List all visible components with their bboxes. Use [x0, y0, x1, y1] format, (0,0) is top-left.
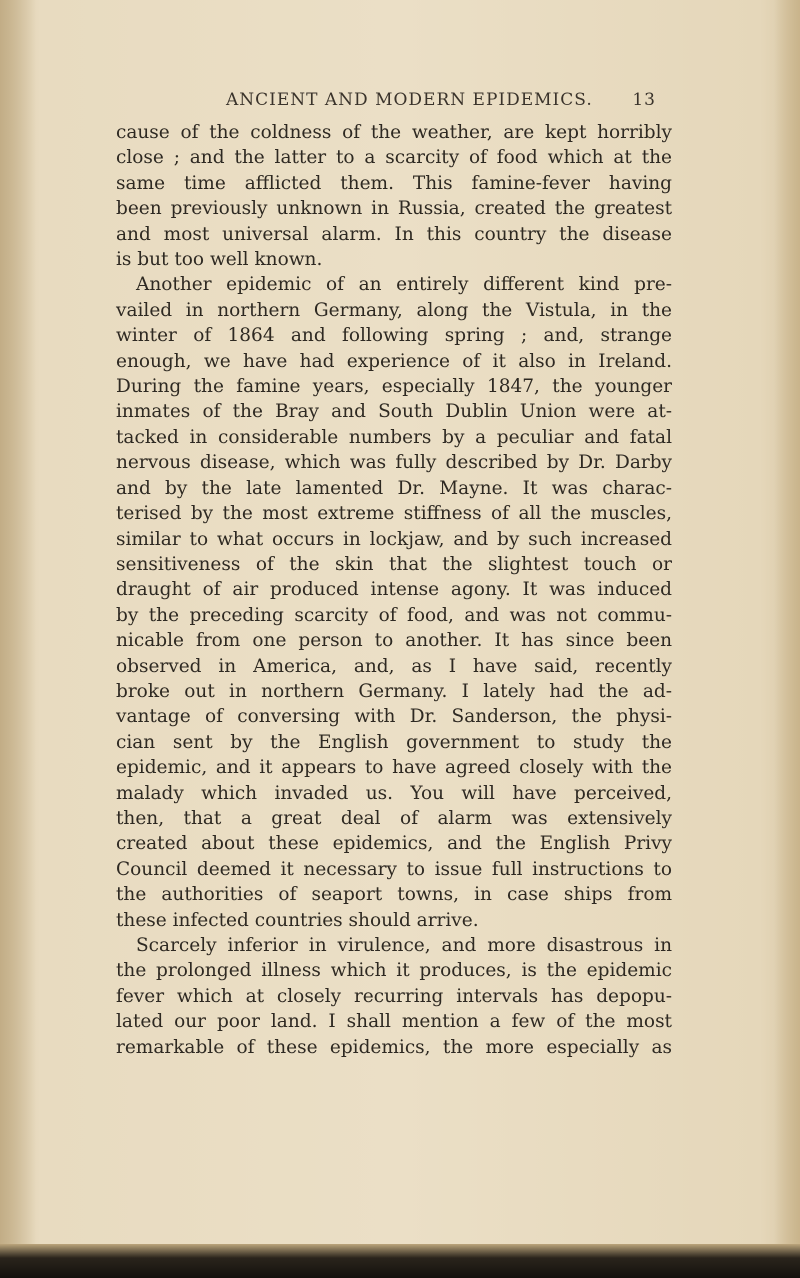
- text-line: same time afflicted them. This famine-fever having: [116, 172, 672, 194]
- text-line: created about these epidemics, and the English Privy: [116, 833, 672, 855]
- text-line: remarkable of these epidemics, the more especially as: [116, 1036, 672, 1058]
- page-edge-shadow: [774, 0, 800, 1278]
- text-line: and by the late lamented Dr. Mayne. It was charac-: [116, 477, 672, 499]
- text-line: sensitiveness of the skin that the slightest touch or: [116, 553, 672, 575]
- paragraph: [116, 272, 672, 933]
- text-line: terised by the most extreme stiffness of all the muscles,: [116, 503, 672, 525]
- text-line: then, that a great deal of alarm was extensively: [116, 807, 672, 829]
- text-line: Council deemed it necessary to issue full instructions to: [116, 858, 672, 880]
- text-line: inmates of the Bray and South Dublin Union were at-: [116, 401, 672, 423]
- text-line: vantage of conversing with Dr. Sanderson, the physi-: [116, 706, 672, 728]
- text-line: these infected countries should arrive.: [116, 909, 479, 931]
- text-line: been previously unknown in Russia, created the greatest: [116, 198, 672, 220]
- text-line: fever which at closely recurring intervals has depopu-: [116, 985, 672, 1007]
- text-line: epidemic, and it appears to have agreed closely with the: [116, 757, 672, 779]
- text-line: cian sent by the English government to study the: [116, 731, 672, 753]
- text-line: the prolonged illness which it produces, is the epidemic: [116, 960, 672, 982]
- text-line: is but too well known.: [116, 249, 323, 271]
- text-line: the authorities of seaport towns, in case ships from: [116, 884, 672, 906]
- text-line: enough, we have had experience of it also in Ireland.: [116, 350, 672, 372]
- running-header-title: ANCIENT AND MODERN EPIDEMICS.: [226, 90, 593, 110]
- text-line: cause of the coldness of the weather, are kept horribly: [116, 122, 672, 143]
- text-line: malady which invaded us. You will have perceived,: [116, 782, 672, 804]
- text-line: vailed in northern Germany, along the Vistula, in the: [116, 299, 672, 321]
- text-line: by the preceding scarcity of food, and was not commu-: [116, 604, 672, 626]
- text-line: broke out in northern Germany. I lately had the ad-: [116, 680, 672, 702]
- text-line: similar to what occurs in lockjaw, and by such increased: [116, 528, 672, 550]
- binding-gutter-shadow: [0, 0, 36, 1278]
- text-line: lated our poor land. I shall mention a few of the most: [116, 1011, 672, 1033]
- text-line: draught of air produced intense agony. It was induced: [116, 579, 672, 601]
- text-line: winter of 1864 and following spring ; and, strange: [116, 325, 672, 347]
- page-number: 13: [632, 90, 656, 110]
- text-line: close ; and the latter to a scarcity of food which at the: [116, 147, 672, 169]
- text-line: nicable from one person to another. It has since been: [116, 630, 672, 652]
- text-line: nervous disease, which was fully described by Dr. Darby: [116, 452, 672, 474]
- text-line: and most universal alarm. In this country the disease: [116, 223, 672, 245]
- text-line: Scarcely inferior in virulence, and more disastrous in: [136, 935, 672, 956]
- text-line: observed in America, and, as I have said, recently: [116, 655, 672, 677]
- text-line: During the famine years, especially 1847, the younger: [116, 376, 672, 398]
- paragraph: [116, 933, 672, 1060]
- scan-bottom-edge: [0, 1244, 800, 1278]
- text-line: tacked in considerable numbers by a peculiar and fatal: [116, 426, 672, 448]
- text-line: Another epidemic of an entirely different kind pre-: [136, 274, 672, 296]
- body-text: [116, 120, 672, 1060]
- paragraph: [116, 120, 672, 272]
